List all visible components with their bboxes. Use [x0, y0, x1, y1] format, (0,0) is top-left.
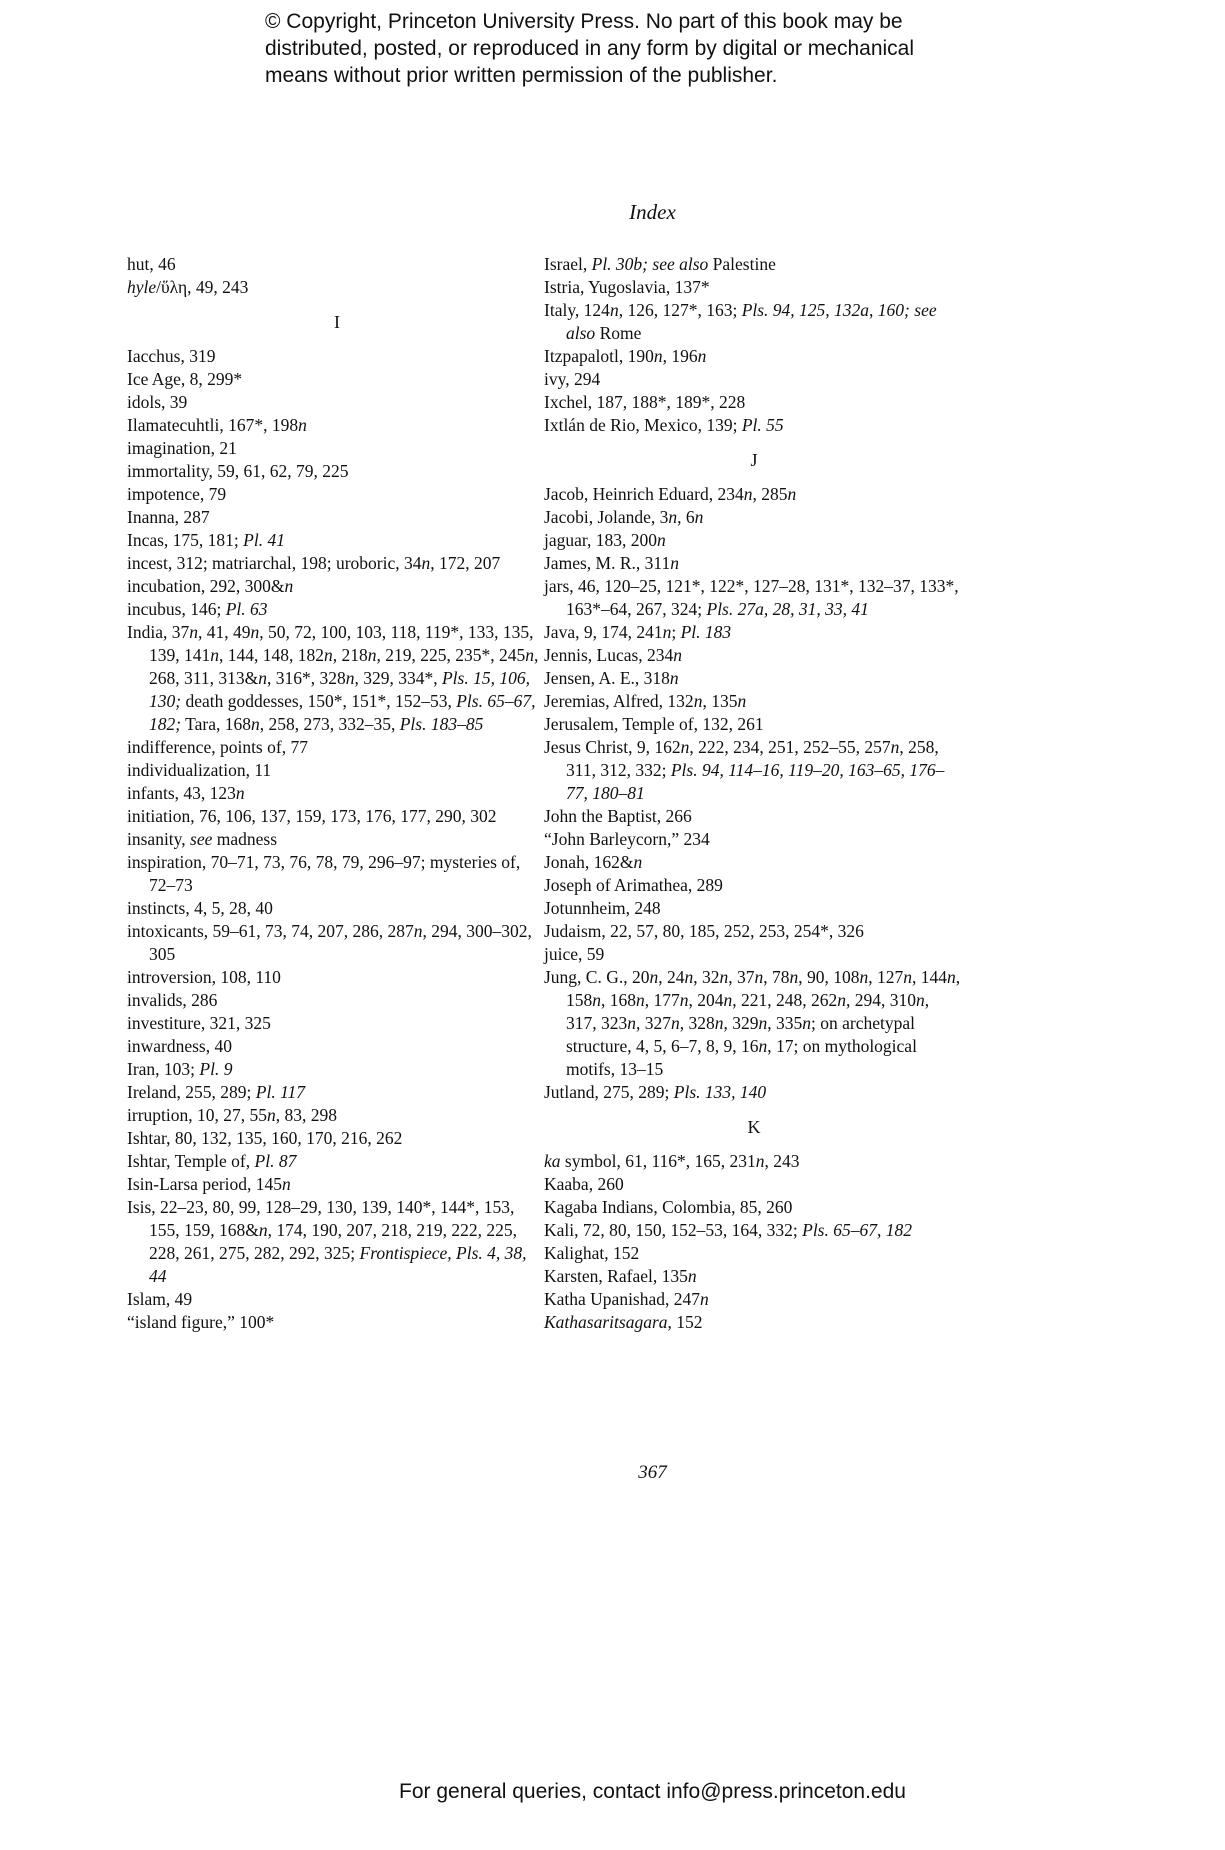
- index-entry: Jesus Christ, 9, 162n, 222, 234, 251, 252–55, 257n, 258, 311, 312, 332; Pls. 94, 114–16, 119–20, 163–65, 176–77, 180–81: [544, 737, 945, 803]
- index-entry: impotence, 79: [127, 484, 227, 504]
- index-entry: initiation, 76, 106, 137, 159, 173, 176, 177, 290, 302: [127, 806, 497, 826]
- index-entry: Jutland, 275, 289; Pls. 133, 140: [544, 1082, 767, 1102]
- index-entry: John the Baptist, 266: [544, 806, 692, 826]
- index-entry: individualization, 11: [127, 760, 272, 780]
- index-entry: indifference, points of, 77: [127, 737, 308, 757]
- copyright-notice: [265, 8, 1025, 89]
- index-entry: Ishtar, 80, 132, 135, 160, 170, 216, 262: [127, 1128, 403, 1148]
- index-entry: Judaism, 22, 57, 80, 185, 252, 253, 254*, 326: [544, 921, 864, 941]
- index-entry: ka symbol, 61, 116*, 165, 231n, 243: [544, 1151, 800, 1171]
- footer-contact: For general queries, contact info@press.princeton.edu: [399, 1780, 906, 1803]
- index-column-left: [127, 253, 547, 1334]
- index-entry: “John Barleycorn,” 234: [544, 829, 710, 849]
- index-entry: “island figure,” 100*: [127, 1312, 275, 1332]
- index-entry: hyle/ὕλη, 49, 243: [127, 277, 249, 297]
- index-entry: Islam, 49: [127, 1289, 193, 1309]
- index-entry: Kathasaritsagara, 152: [544, 1312, 703, 1332]
- index-entry: India, 37n, 41, 49n, 50, 72, 100, 103, 118, 119*, 133, 135, 139, 141n, 144, 148, 182n, 218n, 219, 225, 235*, 245n, 268, 311, 313&n, 316*, 328n, 329, 334*, Pls. 15, 106, 130; death goddesses, 150*, 151*, 152–53, Pls. 65–67, 182; Tara, 168n, 258, 273, 332–35, Pls. 183–85: [127, 622, 539, 734]
- index-entry: Ilamatecuhtli, 167*, 198n: [127, 415, 307, 435]
- index-entry: Karsten, Rafael, 135n: [544, 1266, 697, 1286]
- index-entry: Jeremias, Alfred, 132n, 135n: [544, 691, 747, 711]
- index-entry: Inanna, 287: [127, 507, 210, 527]
- index-column-right: [544, 253, 964, 1334]
- index-entry: Ixchel, 187, 188*, 189*, 228: [544, 392, 746, 412]
- index-entry: irruption, 10, 27, 55n, 83, 298: [127, 1105, 337, 1125]
- index-entry: juice, 59: [544, 944, 605, 964]
- index-entry: Ice Age, 8, 299*: [127, 369, 243, 389]
- index-entry: introversion, 108, 110: [127, 967, 281, 987]
- index-entry: Kagaba Indians, Colombia, 85, 260: [544, 1197, 793, 1217]
- index-entry: Jerusalem, Temple of, 132, 261: [544, 714, 764, 734]
- index-entry: incest, 312; matriarchal, 198; uroboric, 34n, 172, 207: [127, 553, 501, 573]
- index-entry: ivy, 294: [544, 369, 601, 389]
- index-entry: instincts, 4, 5, 28, 40: [127, 898, 273, 918]
- index-entry: James, M. R., 311n: [544, 553, 679, 573]
- index-entry: invalids, 286: [127, 990, 218, 1010]
- index-entry: inwardness, 40: [127, 1036, 232, 1056]
- running-head: Index: [629, 200, 676, 224]
- index-entry: Kali, 72, 80, 150, 152–53, 164, 332; Pls. 65–67, 182: [544, 1220, 912, 1240]
- index-entry: investiture, 321, 325: [127, 1013, 271, 1033]
- index-entry: idols, 39: [127, 392, 188, 412]
- index-entry: jaguar, 183, 200n: [544, 530, 666, 550]
- index-entry: Ireland, 255, 289; Pl. 117: [127, 1082, 306, 1102]
- index-entry: Joseph of Arimathea, 289: [544, 875, 723, 895]
- index-entry: insanity, see madness: [127, 829, 278, 849]
- index-entry: jars, 46, 120–25, 121*, 122*, 127–28, 131*, 132–37, 133*, 163*–64, 267, 324; Pls. 27a, 28, 31, 33, 41: [544, 576, 959, 619]
- index-entry: Israel, Pl. 30b; see also Palestine: [544, 254, 776, 274]
- index-entry: imagination, 21: [127, 438, 237, 458]
- index-entry: Jung, C. G., 20n, 24n, 32n, 37n, 78n, 90, 108n, 127n, 144n, 158n, 168n, 177n, 204n, 221, 248, 262n, 294, 310n, 317, 323n, 327n, 328n, 329n, 335n; on archetypal structure, 4, 5, 6–7, 8, 9, 16n, 17; on mythological motifs, 13–15: [544, 967, 961, 1079]
- index-letter-heading: I: [334, 312, 340, 332]
- copyright-line: distributed, posted, or reproduced in any form by digital or mechanical: [265, 37, 915, 60]
- index-entry: immortality, 59, 61, 62, 79, 225: [127, 461, 349, 481]
- index-entry: Italy, 124n, 126, 127*, 163; Pls. 94, 125, 132a, 160; see also Rome: [544, 300, 937, 343]
- index-entry: Java, 9, 174, 241n; Pl. 183: [544, 622, 732, 642]
- index-letter-heading: K: [747, 1117, 761, 1137]
- index-entry: Incas, 175, 181; Pl. 41: [127, 530, 285, 550]
- copyright-line: © Copyright, Princeton University Press. No part of this book may be: [265, 10, 903, 33]
- index-entry: incubus, 146; Pl. 63: [127, 599, 268, 619]
- index-entry: Katha Upanishad, 247n: [544, 1289, 709, 1309]
- index-entry: intoxicants, 59–61, 73, 74, 207, 286, 287n, 294, 300–302, 305: [127, 921, 532, 964]
- index-entry: Jacob, Heinrich Eduard, 234n, 285n: [544, 484, 797, 504]
- copyright-line: means without prior written permission of the publisher.: [265, 64, 778, 87]
- index-entry: Ixtlán de Rio, Mexico, 139; Pl. 55: [544, 415, 784, 435]
- index-entry: Isin-Larsa period, 145n: [127, 1174, 291, 1194]
- index-entry: Jotunnheim, 248: [544, 898, 661, 918]
- index-entry: infants, 43, 123n: [127, 783, 245, 803]
- index-entry: Ishtar, Temple of, Pl. 87: [127, 1151, 297, 1171]
- index-entry: Jensen, A. E., 318n: [544, 668, 679, 688]
- index-letter-heading: J: [750, 450, 758, 470]
- index-entry: Iran, 103; Pl. 9: [127, 1059, 233, 1079]
- index-entry: Itzpapalotl, 190n, 196n: [544, 346, 707, 366]
- index-entry: Istria, Yugoslavia, 137*: [544, 277, 710, 297]
- index-entry: Isis, 22–23, 80, 99, 128–29, 130, 139, 140*, 144*, 153, 155, 159, 168&n, 174, 190, 207, 218, 219, 222, 225, 228, 261, 275, 282, 292, 325; Frontispiece, Pls. 4, 38, 44: [127, 1197, 527, 1286]
- index-entry: Iacchus, 319: [127, 346, 216, 366]
- index-entry: inspiration, 70–71, 73, 76, 78, 79, 296–97; mysteries of, 72–73: [127, 852, 521, 895]
- index-entry: hut, 46: [127, 254, 176, 274]
- page-number: 367: [638, 1462, 667, 1483]
- index-entry: Jonah, 162&n: [544, 852, 643, 872]
- index-entry: Kalighat, 152: [544, 1243, 640, 1263]
- index-entry: incubation, 292, 300&n: [127, 576, 294, 596]
- index-entry: Jacobi, Jolande, 3n, 6n: [544, 507, 704, 527]
- index-entry: Kaaba, 260: [544, 1174, 624, 1194]
- index-entry: Jennis, Lucas, 234n: [544, 645, 683, 665]
